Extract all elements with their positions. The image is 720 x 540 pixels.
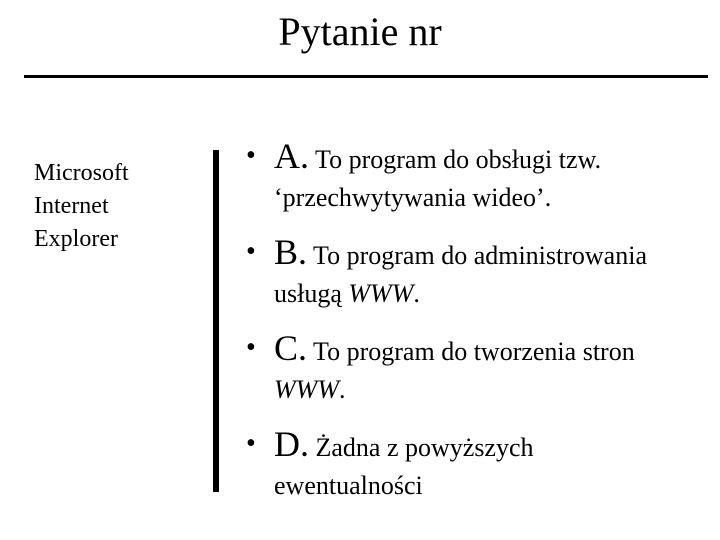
bullet-icon: •	[246, 236, 256, 267]
answer-text-line2: ewentualności	[274, 471, 423, 500]
answer-list	[246, 133, 706, 517]
answer-text-line2-prefix: usługą	[274, 279, 349, 308]
answer-letter: C.	[274, 328, 308, 368]
bullet-icon: •	[246, 332, 256, 363]
answer-text-line1: To program do tworzenia stron	[313, 337, 635, 366]
answer-text-www: WWW	[274, 375, 339, 404]
answer-text-line1: Żadna z powyższych	[315, 433, 534, 462]
title-underline	[24, 75, 708, 78]
topic-line: Explorer	[34, 226, 118, 252]
question-topic	[34, 157, 194, 256]
answer-letter: D.	[274, 424, 309, 464]
bullet-icon: •	[246, 140, 256, 171]
answer-text-line1: To program do obsługi tzw.	[315, 145, 602, 174]
answer-text-line2-suffix: .	[413, 279, 420, 308]
topic-line: Microsoft	[34, 160, 129, 186]
answer-text-line2-suffix: .	[338, 375, 346, 404]
answer-option-a[interactable]	[246, 133, 706, 213]
answer-option-b[interactable]	[246, 229, 706, 309]
bullet-icon: •	[246, 428, 256, 459]
answer-option-c[interactable]	[246, 325, 706, 405]
answer-letter: A.	[274, 136, 309, 176]
answer-text-line1: To program do administrowania	[313, 241, 647, 270]
answer-letter: B.	[274, 232, 308, 272]
topic-line: Internet	[34, 193, 109, 219]
answer-text-www: WWW	[348, 279, 414, 308]
vertical-divider	[213, 150, 219, 492]
slide-title: Pytanie nr	[278, 9, 442, 54]
answer-option-d[interactable]	[246, 421, 706, 501]
answer-text-line2: ‘przechwytywania wideo’.	[274, 183, 552, 212]
